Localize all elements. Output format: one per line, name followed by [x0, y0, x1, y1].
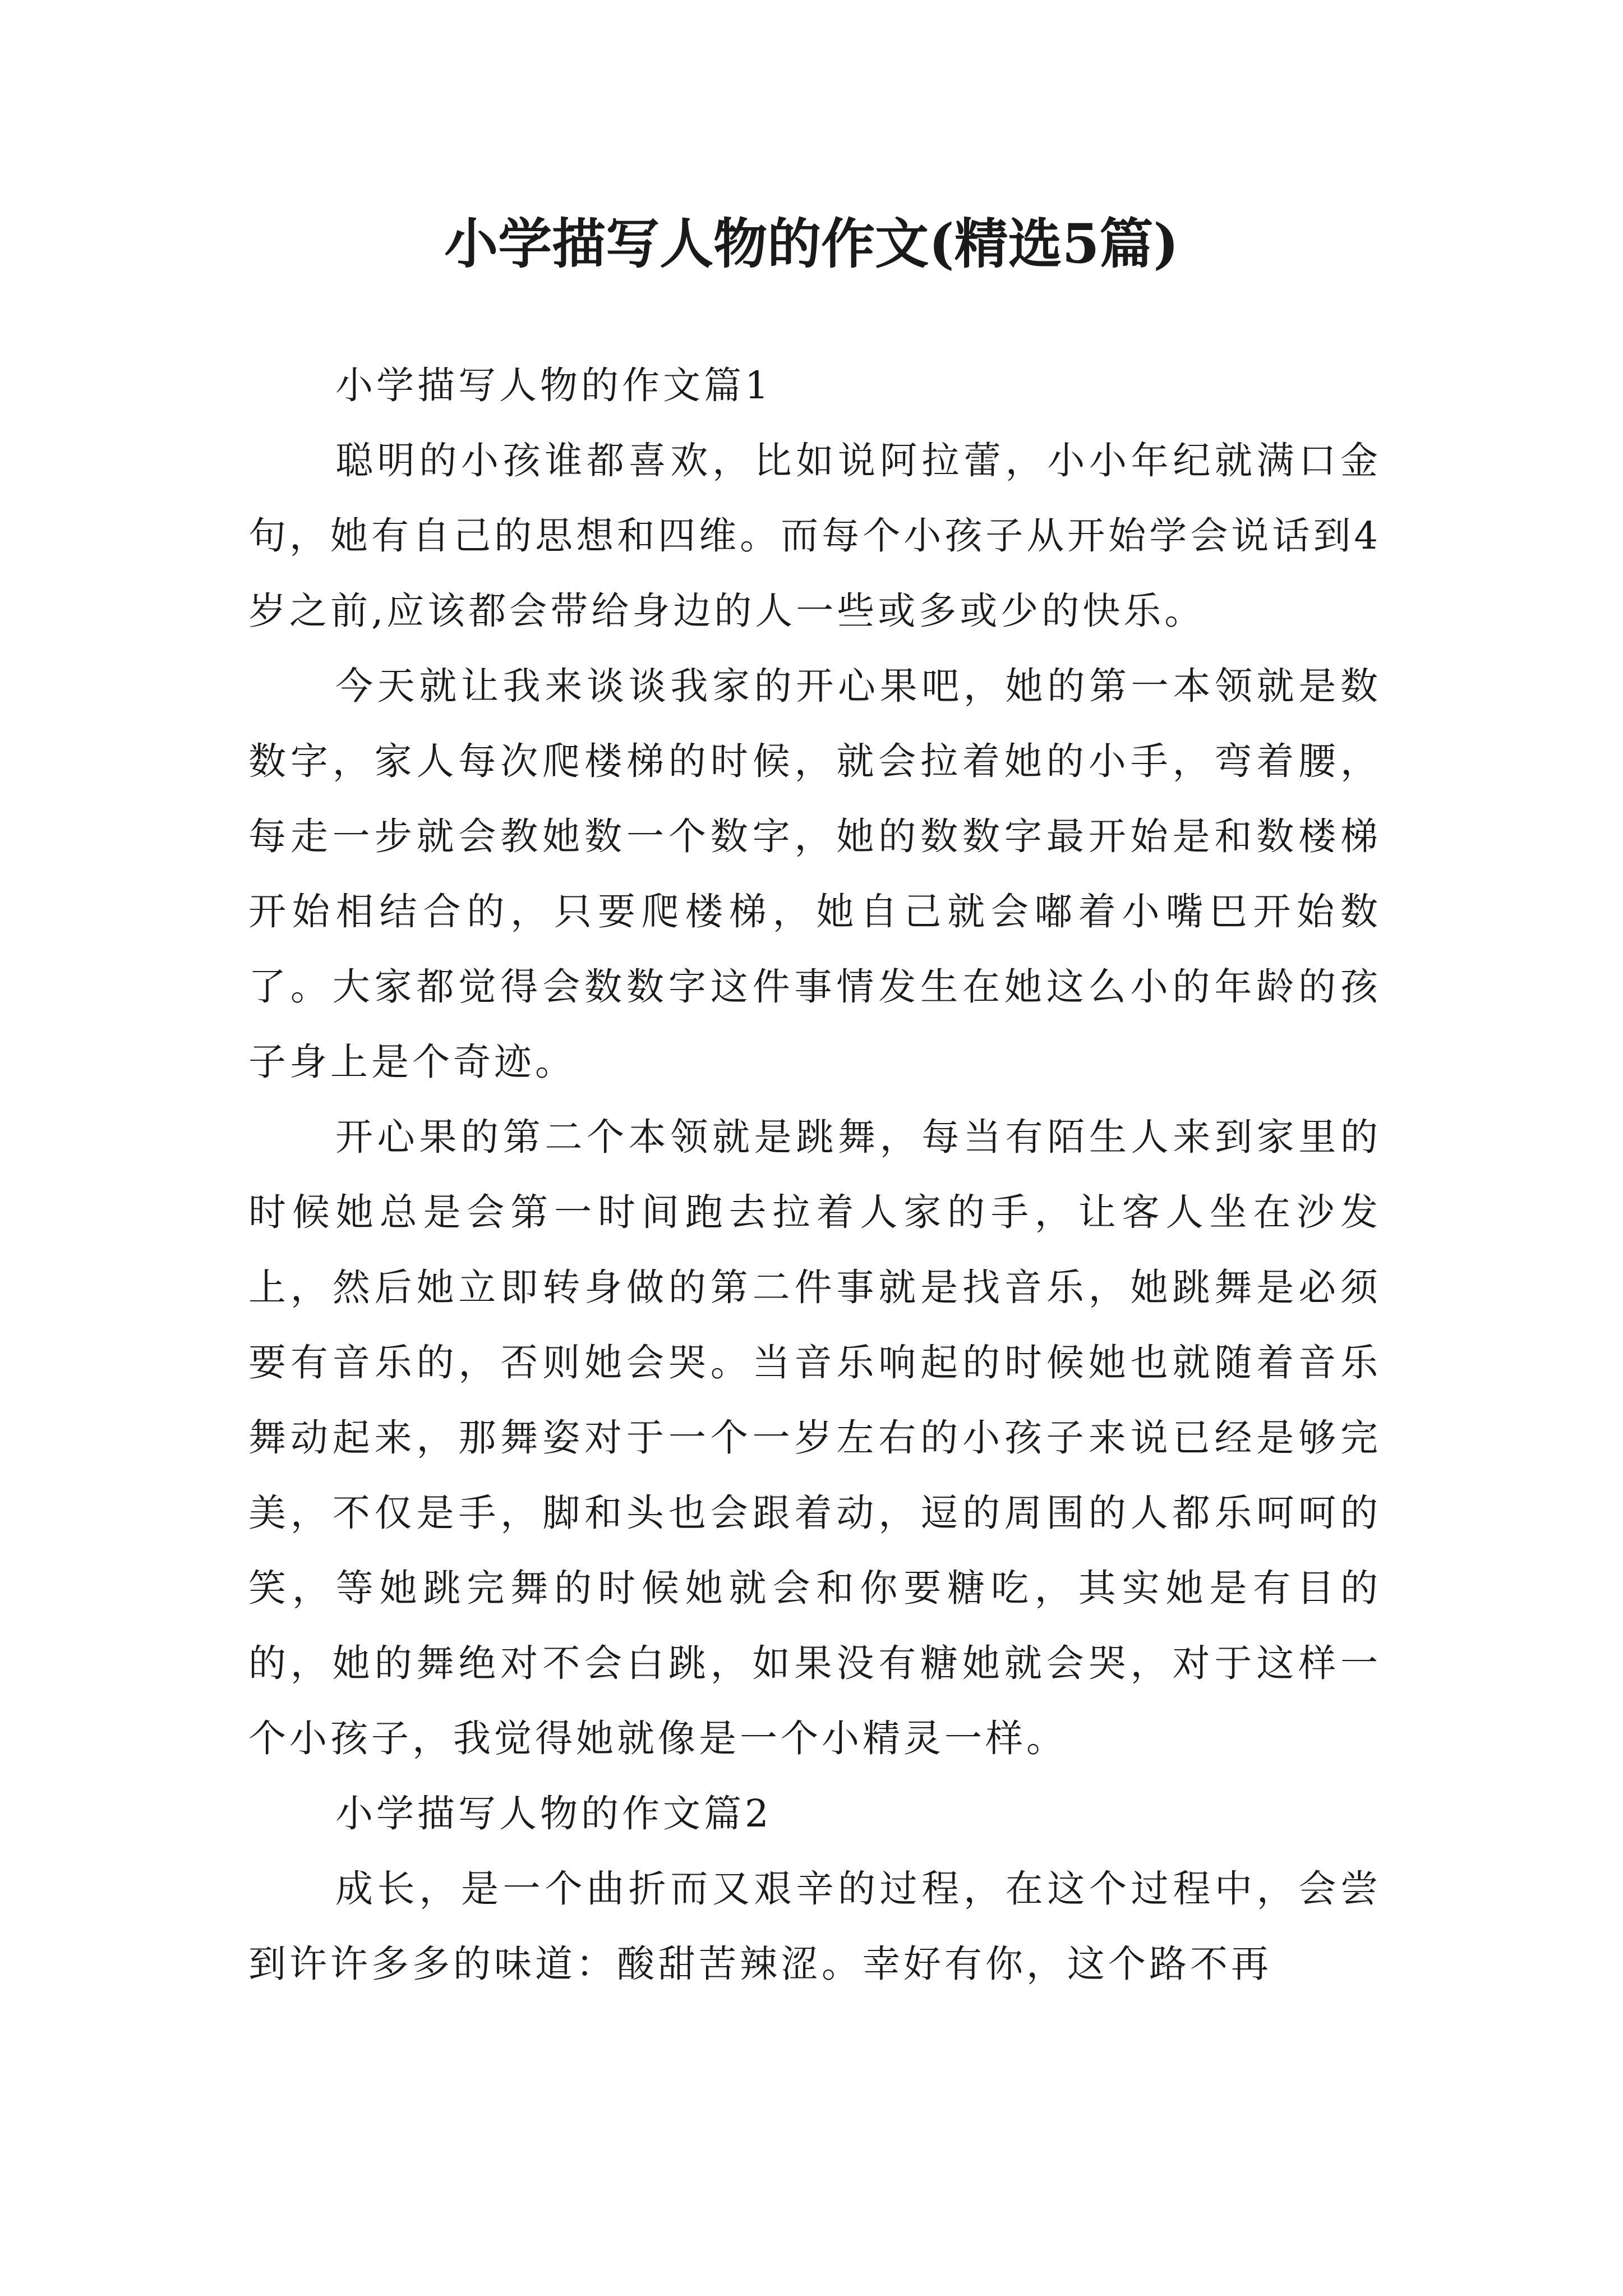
paragraph: 成长，是一个曲折而又艰辛的过程，在这个过程中，会尝到许许多多的味道：酸甜苦辣涩。幸好有你，这个路不再	[248, 1867, 1381, 1986]
paragraph: 开心果的第二个本领就是跳舞，每当有陌生人来到家里的时候她总是会第一时间跑去拉着人家的手，让客人坐在沙发上，然后她立即转身做的第二件事就是找音乐，她跳舞是必须要有音乐的，否则她会哭。当音乐响起的时候她也就随着音乐舞动起来，那舞姿对于一个一岁左右的小孩子来说已经是够完美，不仅是手，脚和头也会跟着动，逗的周围的人都乐呵呵的笑，等她跳完舞的时候她就会和你要糖吃，其实她是有目的的，她的舞绝对不会白跳，如果没有糖她就会哭，对于这样一个小孩子，我觉得她就像是一个小精灵一样。	[248, 1115, 1381, 1760]
section-heading-2: 小学描写人物的作文篇2	[335, 1792, 772, 1835]
section-heading-1: 小学描写人物的作文篇1	[335, 364, 772, 407]
page-title: 小学描写人物的作文(精选5篇)	[444, 212, 1179, 275]
paragraph: 聪明的小孩谁都喜欢，比如说阿拉蕾，小小年纪就满口金句，她有自己的思想和四维。而每个小孩子从开始学会说话到4岁之前,应该都会带给身边的人一些或多或少的快乐。	[248, 439, 1381, 633]
document-body	[248, 348, 1381, 2001]
paragraph: 今天就让我来谈谈我家的开心果吧，她的第一本领就是数数字，家人每次爬楼梯的时候，就会拉着她的小手，弯着腰，每走一步就会教她数一个数字，她的数数字最开始是和数楼梯开始相结合的，只要爬楼梯，她自己就会嘟着小嘴巴开始数了。大家都觉得会数数字这件事情发生在她这么小的年龄的孩子身上是个奇迹。	[248, 664, 1381, 1084]
